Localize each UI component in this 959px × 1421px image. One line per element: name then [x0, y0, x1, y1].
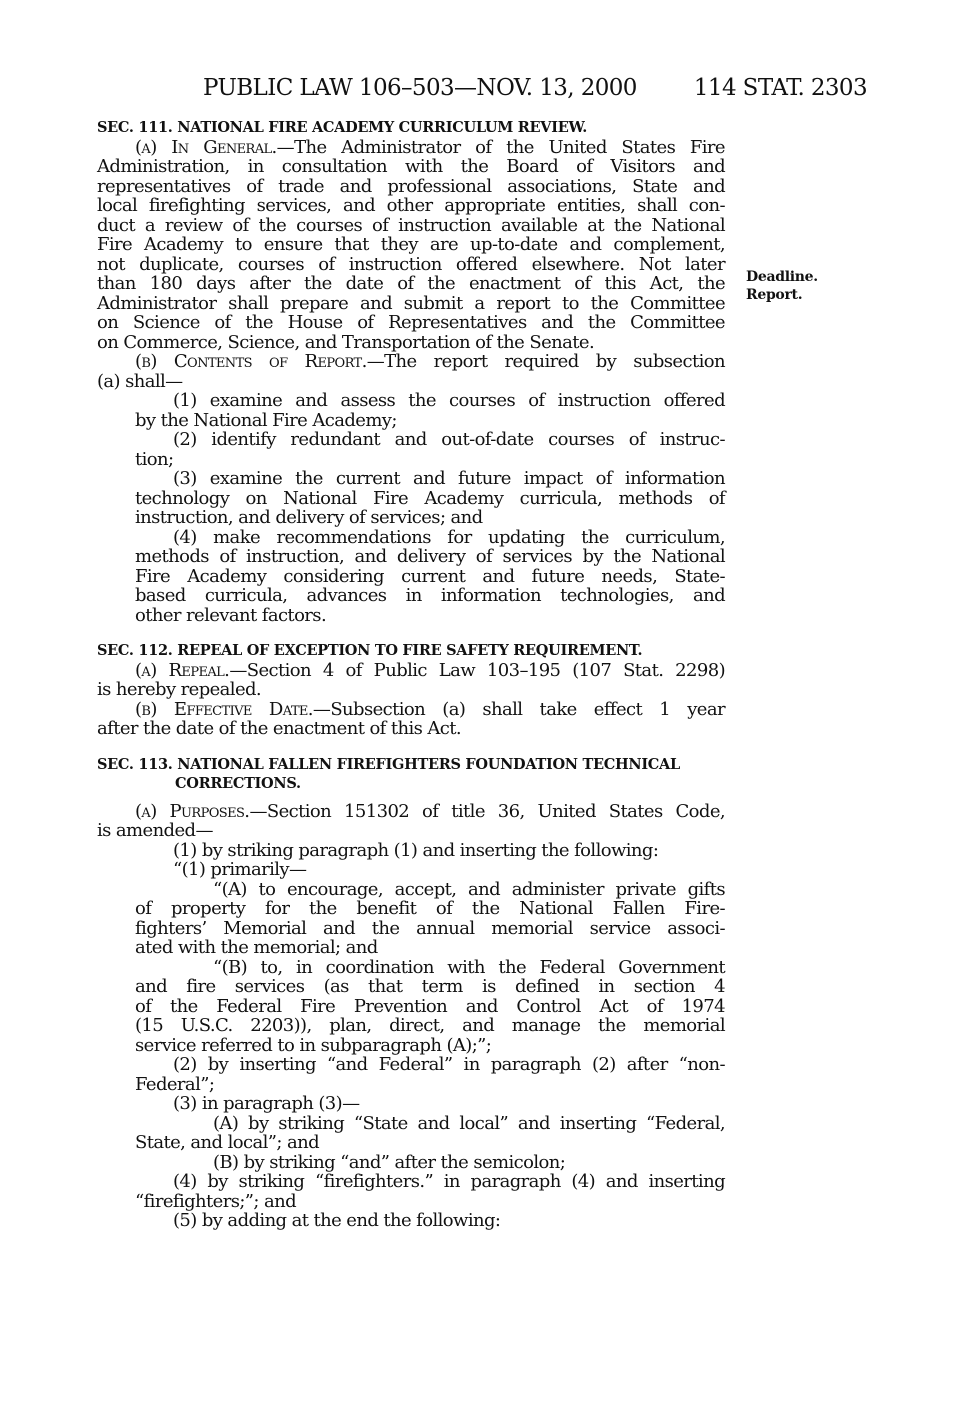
paragraph-line: Administration, in consultation with the Board of Visitors and [97, 156, 725, 177]
side-note-deadline: Deadline. [746, 269, 818, 285]
paragraph-line: after the date of the enactment of this Act. [97, 718, 462, 739]
section-heading-continued: CORRECTIONS. [175, 775, 301, 792]
list-item: of property for the benefit of the National Fallen Fire- [135, 898, 725, 919]
paragraph-line: (a) Repeal.—Section 4 of Public Law 103–195 (107 Stat. 2298) [135, 659, 726, 681]
section-heading: SEC. 112. REPEAL OF EXCEPTION TO FIRE SAFETY REQUIREMENT. [97, 642, 643, 659]
paragraph-line: Administrator shall prepare and submit a report to the Committee [97, 292, 725, 314]
paragraph-line: is amended— [97, 820, 213, 841]
list-item: “(A) to encourage, accept, and administer private gifts [213, 878, 725, 900]
subsection-label: (b) Effective Date. [135, 698, 313, 720]
subsection-label: (a) Purposes. [135, 800, 250, 822]
paragraph-line: on Commerce, Science, and Transportation of the Senate. [97, 331, 595, 353]
paragraph-line: (b) Contents of Report.—The report required by subsection [135, 351, 725, 372]
list-item: (2) by inserting “and Federal” in paragraph (2) after “non- [173, 1054, 725, 1075]
subsection-label: (b) Contents of Report. [135, 351, 367, 372]
list-item: of the Federal Fire Prevention and Control Act of 1974 [135, 995, 725, 1017]
list-item: (5) by adding at the end the following: [173, 1210, 501, 1231]
list-item: (4) by striking “firefighters.” in paragraph (4) and inserting [173, 1171, 725, 1192]
paragraph-line: not duplicate, courses of instruction offered elsewhere. Not later [97, 253, 725, 275]
list-item: Federal”; [135, 1073, 215, 1095]
paragraph-line: (a) Purposes.—Section 151302 of title 36, United States Code, [135, 800, 726, 822]
paragraph-line: on Science of the House of Representatives and the Committee [97, 312, 725, 333]
list-item: technology on National Fire Academy curricula, methods of [135, 487, 725, 509]
list-item: methods of instruction, and delivery of services by the National [135, 546, 725, 567]
list-item: (3) in paragraph (3)— [173, 1093, 360, 1114]
section-heading: SEC. 111. NATIONAL FIRE ACADEMY CURRICULUM REVIEW. [97, 119, 587, 136]
paragraph-line: (a) shall— [97, 370, 183, 392]
list-item: (A) by striking “State and local” and inserting “Federal, [213, 1112, 725, 1134]
side-note-report: Report. [746, 287, 803, 303]
list-item: tion; [135, 448, 174, 470]
subsection-label: (a) Repeal. [135, 659, 230, 681]
list-item: instruction, and delivery of services; and [135, 507, 483, 528]
list-item: (1) by striking paragraph (1) and inserting the following: [173, 839, 659, 861]
list-item: (B) by striking “and” after the semicolon; [213, 1151, 566, 1173]
list-item: State, and local”; and [135, 1132, 319, 1153]
list-item: (2) identify redundant and out-of-date courses of instruc- [173, 429, 725, 450]
list-item: Fire Academy considering current and future needs, State- [135, 565, 725, 587]
amendment-block [135, 841, 725, 1231]
list-item: (15 U.S.C. 2203)), plan, direct, and manage the memorial [135, 1015, 725, 1036]
paragraph-line: representatives of trade and professional associations, State and [97, 175, 725, 197]
list-item: (1) examine and assess the courses of instruction offered [173, 390, 725, 411]
document-body [97, 118, 725, 1231]
list-item: ated with the memorial; and [135, 937, 378, 958]
list-item: “(1) primarily— [173, 859, 307, 880]
list-item: “firefighters;”; and [135, 1190, 297, 1212]
list-item: by the National Fire Academy; [135, 409, 397, 431]
list-item: (3) examine the current and future impact of information [173, 468, 725, 489]
running-header-title: PUBLIC LAW 106–503—NOV. 13, 2000 [203, 75, 637, 101]
subsection-label: (a) In General. [135, 136, 277, 158]
paragraph-line: than 180 days after the date of the enactment of this Act, the [97, 273, 725, 294]
list-item: other relevant factors. [135, 604, 327, 626]
list-item: (4) make recommendations for updating the curriculum, [173, 526, 725, 548]
section-heading: SEC. 113. NATIONAL FALLEN FIREFIGHTERS FOUNDATION TECHNICAL [97, 755, 680, 773]
paragraph-line: (a) In General.—The Administrator of the United States Fire [135, 136, 725, 158]
list-item: service referred to in subparagraph (A);”; [135, 1034, 492, 1056]
list-item: “(B) to, in coordination with the Federal Government [213, 956, 725, 978]
paragraph-line: Fire Academy to ensure that they are up-to-date and complement, [97, 234, 725, 255]
list-item: fighters’ Memorial and the annual memorial service associ- [135, 917, 725, 939]
paragraph-line: local firefighting services, and other appropriate entities, shall con- [97, 195, 725, 216]
list-block [135, 391, 725, 625]
list-item: and fire services (as that term is defined in section 4 [135, 976, 725, 997]
running-header-page: 114 STAT. 2303 [693, 75, 867, 101]
paragraph-line: is hereby repealed. [97, 679, 262, 700]
list-item: based curricula, advances in information technologies, and [135, 585, 725, 606]
paragraph-line: duct a review of the courses of instruction available at the National [97, 214, 725, 236]
paragraph-line: (b) Effective Date.—Subsection (a) shall take effect 1 year [135, 698, 725, 720]
